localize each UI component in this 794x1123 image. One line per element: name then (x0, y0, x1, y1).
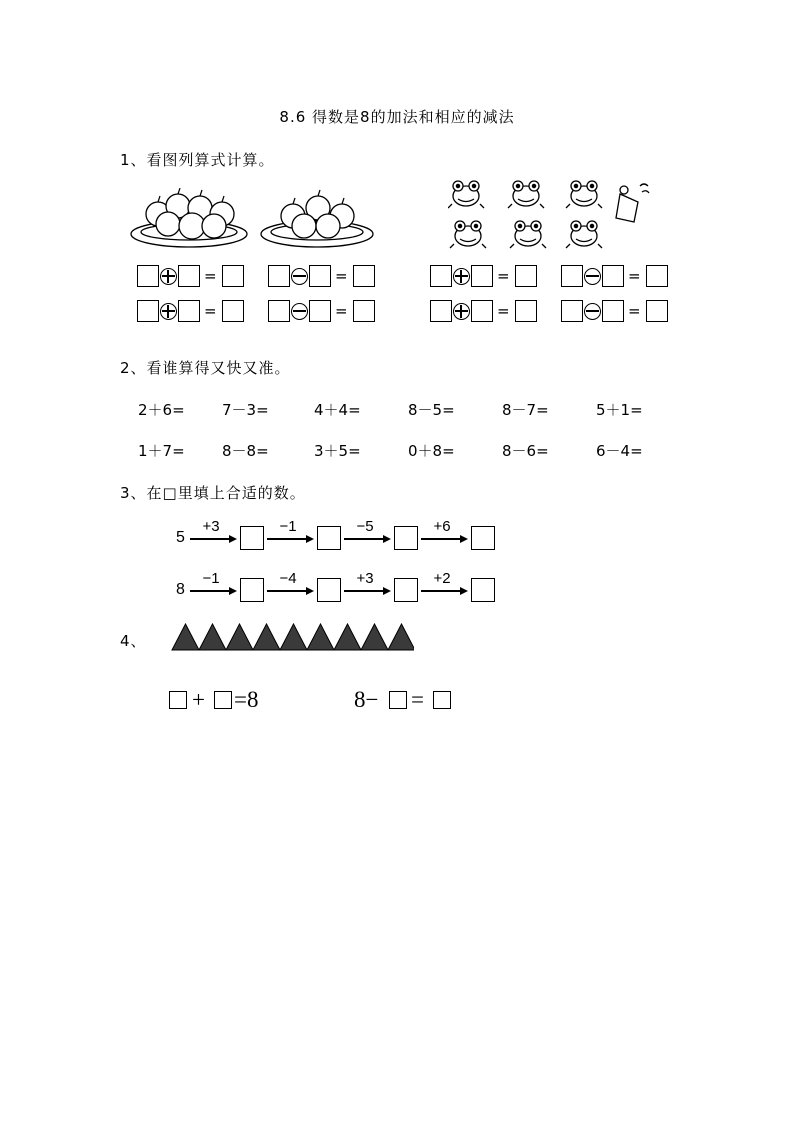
equals-eight: =8 (234, 687, 259, 712)
answer-box[interactable] (561, 265, 583, 287)
answer-box[interactable] (240, 526, 264, 550)
minus-circle-icon (291, 268, 308, 285)
eight-minus: 8− (354, 687, 379, 712)
arrow-icon (383, 535, 391, 543)
operation-label: +3 (356, 570, 374, 587)
answer-box[interactable] (389, 691, 407, 709)
equals-sign: = (335, 302, 348, 320)
arrow-line (190, 590, 230, 592)
calculation-item: 2＋6= (138, 401, 185, 419)
answer-box[interactable] (471, 578, 495, 602)
answer-box[interactable] (430, 300, 452, 322)
answer-box[interactable] (178, 265, 200, 287)
plus-circle-icon (160, 268, 177, 285)
chain-start-number: 8 (176, 581, 185, 598)
calculation-item: 1＋7= (138, 442, 185, 460)
answer-box[interactable] (137, 265, 159, 287)
answer-box[interactable] (317, 526, 341, 550)
answer-box[interactable] (268, 265, 290, 287)
minus-circle-icon (584, 303, 601, 320)
triangle (199, 624, 226, 650)
equals-sign: = (204, 267, 217, 285)
operation-label: −4 (279, 570, 297, 587)
answer-box[interactable] (515, 300, 537, 322)
answer-box[interactable] (471, 526, 495, 550)
calculation-item: 6－4= (596, 442, 643, 460)
calculation-item: 0＋8= (408, 442, 455, 460)
answer-box[interactable] (353, 300, 375, 322)
answer-box[interactable] (471, 265, 493, 287)
arrow-icon (306, 535, 314, 543)
plus-circle-icon (453, 268, 470, 285)
arrow-line (267, 590, 307, 592)
answer-box[interactable] (430, 265, 452, 287)
answer-box[interactable] (646, 265, 668, 287)
arrow-icon (460, 535, 468, 543)
section4-heading: 4、 (120, 632, 147, 650)
answer-box[interactable] (137, 300, 159, 322)
equals-sign: = (335, 267, 348, 285)
arrow-icon (383, 587, 391, 595)
minus-circle-icon (584, 268, 601, 285)
operation-label: −1 (202, 570, 220, 587)
equals-sign: = (204, 302, 217, 320)
arrow-icon (306, 587, 314, 595)
arrow-icon (229, 587, 237, 595)
plus-circle-icon (453, 303, 470, 320)
calculation-item: 8－6= (502, 442, 549, 460)
operation-label: −1 (279, 518, 297, 535)
calculation-item: 8－7= (502, 401, 549, 419)
frogs-picture (448, 176, 668, 250)
answer-box[interactable] (178, 300, 200, 322)
calculation-item: 8－5= (408, 401, 455, 419)
calculation-item: 4＋4= (314, 401, 361, 419)
answer-box[interactable] (353, 265, 375, 287)
calculation-item: 7－3= (222, 401, 269, 419)
answer-box[interactable] (394, 578, 418, 602)
answer-box[interactable] (471, 300, 493, 322)
answer-box[interactable] (602, 265, 624, 287)
triangle (226, 624, 253, 650)
operation-label: −5 (356, 518, 374, 535)
triangle (388, 624, 414, 650)
calculation-item: 3＋5= (314, 442, 361, 460)
answer-box[interactable] (240, 578, 264, 602)
arrow-line (344, 590, 384, 592)
triangle (172, 624, 199, 650)
operation-label: +2 (433, 570, 451, 587)
page-title: 8.6 得数是8的加法和相应的减法 (279, 108, 515, 126)
arrow-icon (229, 535, 237, 543)
answer-box[interactable] (268, 300, 290, 322)
arrow-line (267, 538, 307, 540)
section1-heading: 1、看图列算式计算。 (120, 151, 275, 169)
calculation-item: 5＋1= (596, 401, 643, 419)
answer-box[interactable] (309, 265, 331, 287)
apples-picture (128, 188, 388, 254)
answer-box[interactable] (646, 300, 668, 322)
section2-heading: 2、看谁算得又快又准。 (120, 359, 291, 377)
equals-sign: = (411, 687, 424, 712)
equals-sign: = (628, 267, 641, 285)
operation-label: +3 (202, 518, 220, 535)
plus-circle-icon (160, 303, 177, 320)
minus-circle-icon (291, 303, 308, 320)
equals-sign: = (628, 302, 641, 320)
equals-sign: = (497, 267, 510, 285)
calculation-item: 8－8= (222, 442, 269, 460)
answer-box[interactable] (561, 300, 583, 322)
answer-box[interactable] (394, 526, 418, 550)
arrow-icon (460, 587, 468, 595)
plus-sign: + (192, 687, 205, 712)
section3-heading: 3、在□里填上合适的数。 (120, 484, 306, 502)
chain-start-number: 5 (176, 529, 185, 546)
answer-box[interactable] (433, 691, 451, 709)
arrow-line (344, 538, 384, 540)
answer-box[interactable] (317, 578, 341, 602)
triangle (334, 624, 361, 650)
triangle (280, 624, 307, 650)
triangle (361, 624, 388, 650)
operation-label: +6 (433, 518, 451, 535)
answer-box[interactable] (602, 300, 624, 322)
equals-sign: = (497, 302, 510, 320)
answer-box[interactable] (222, 300, 244, 322)
arrow-line (421, 590, 461, 592)
triangle (307, 624, 334, 650)
answer-box[interactable] (214, 691, 232, 709)
answer-box[interactable] (222, 265, 244, 287)
triangle (253, 624, 280, 650)
arrow-line (190, 538, 230, 540)
answer-box[interactable] (309, 300, 331, 322)
answer-box[interactable] (169, 691, 187, 709)
triangles-row (170, 622, 414, 652)
arrow-line (421, 538, 461, 540)
answer-box[interactable] (515, 265, 537, 287)
